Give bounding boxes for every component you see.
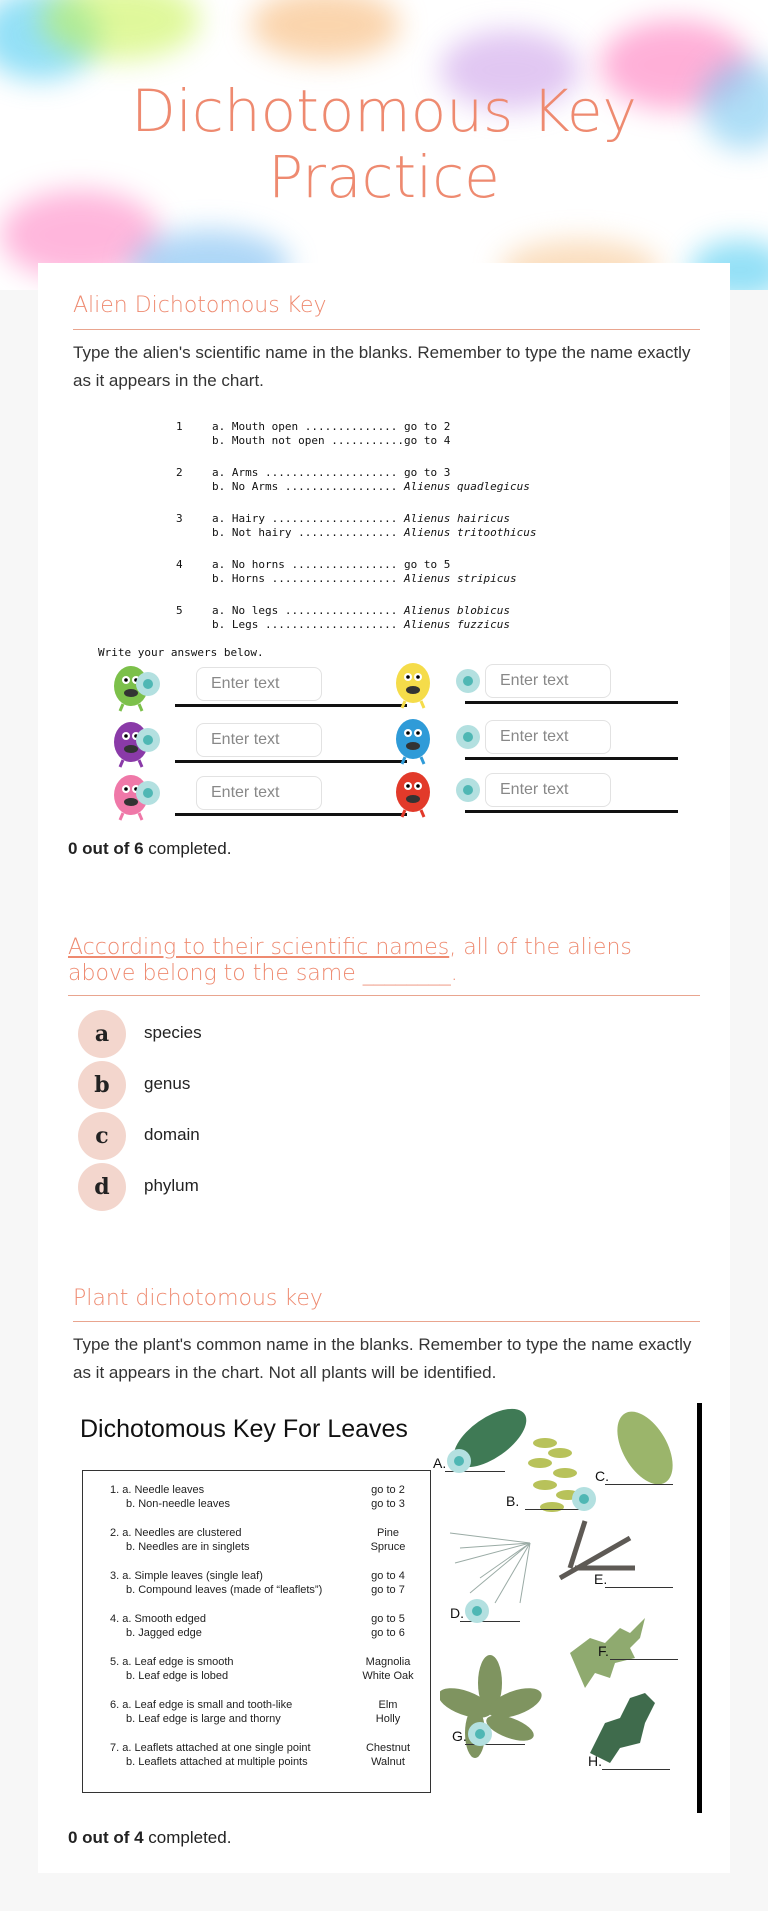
key-result-a: go to 5 xyxy=(404,558,451,571)
answer-marker-icon xyxy=(456,725,480,749)
instructions: Type the plant's common name in the blanks. Remember to type the name exactly as it appears in the chart. Not all plants will be identified. xyxy=(73,1335,692,1382)
leaf-key-result-b: go to 6 xyxy=(371,1627,405,1639)
leaf-label-d: D. xyxy=(450,1605,464,1621)
option-letter-badge: b xyxy=(78,1061,126,1109)
option-letter-badge: c xyxy=(78,1112,126,1160)
leaf-answer-line xyxy=(602,1769,670,1770)
option-label: genus xyxy=(144,1074,191,1093)
pine-needles xyxy=(450,1533,530,1603)
elm-leaf xyxy=(606,1403,684,1494)
leaf-answer-line xyxy=(610,1659,678,1660)
leaf-key-result-a: Elm xyxy=(378,1699,398,1711)
leaf-label-f: F. xyxy=(598,1643,609,1659)
leaf-key-result-b: go to 7 xyxy=(371,1584,405,1596)
option-d[interactable] xyxy=(78,1163,678,1211)
key-option-b: b. Not hairy ............... xyxy=(212,526,398,539)
leaf-key-option-a: 7. a. Leaflets attached at one single point xyxy=(110,1742,311,1754)
key-step-number: 2 xyxy=(176,466,183,479)
key-result-b: Alienus tritoothicus xyxy=(404,526,537,539)
answer-underline xyxy=(465,810,678,813)
key-option-b: b. Mouth not open ........... xyxy=(212,434,405,447)
leaf-answer-hotspot[interactable] xyxy=(572,1487,596,1511)
key-step-number: 4 xyxy=(176,558,183,571)
key-step-number: 1 xyxy=(176,420,183,433)
alien-answer-input[interactable]: Enter text xyxy=(196,723,322,757)
leaf-key-box xyxy=(82,1470,431,1793)
leaf-label-g: G. xyxy=(452,1728,467,1744)
key-option-a: a. No legs ................. xyxy=(212,604,398,617)
leaf-key-title: Dichotomous Key For Leaves xyxy=(80,1415,408,1443)
leaf-key-result-a: Pine xyxy=(376,1527,400,1539)
leaf-key-result-a: Magnolia xyxy=(365,1656,411,1668)
title-line-2: Practice xyxy=(268,143,500,211)
leaf-key-option-a: 3. a. Simple leaves (single leaf) xyxy=(110,1570,263,1582)
section-title-plant: Plant dichotomous key xyxy=(73,1286,323,1311)
red-alien-image xyxy=(390,764,436,818)
alien-answer-input[interactable]: Enter text xyxy=(196,667,322,701)
page-title xyxy=(0,78,768,210)
leaf-key-result-a: Chestnut xyxy=(365,1742,411,1754)
completed-text: completed. xyxy=(143,839,232,858)
blue-alien-image xyxy=(390,711,436,765)
divider xyxy=(68,995,700,996)
leaf-key-image xyxy=(70,1403,700,1821)
spruce-branch xyxy=(560,1521,635,1578)
alien-answer-input[interactable]: Enter text xyxy=(485,773,611,807)
key-result-a: go to 2 xyxy=(404,420,451,433)
option-label: species xyxy=(144,1023,202,1042)
leaf-key-result-a: go to 4 xyxy=(371,1570,405,1582)
leaf-key-result-b: White Oak xyxy=(362,1670,414,1682)
title-line-1: Dichotomous Key xyxy=(131,77,637,145)
divider xyxy=(73,329,700,330)
answer-underline xyxy=(175,813,407,816)
leaf-answer-hotspot[interactable] xyxy=(468,1722,492,1746)
leaf-key-result-b: Holly xyxy=(375,1713,401,1725)
option-a[interactable] xyxy=(78,1010,678,1058)
leaf-answer-hotspot[interactable] xyxy=(465,1599,489,1623)
option-b[interactable] xyxy=(78,1061,678,1109)
key-result-b: Alienus stripicus xyxy=(404,572,517,585)
question-text: , all of the aliens above belong to the same ________. xyxy=(68,935,632,986)
leaf-key-option-b: b. Jagged edge xyxy=(126,1627,202,1639)
leaf-key-option-a: 1. a. Needle leaves xyxy=(110,1484,205,1496)
leaf-key-option-a: 4. a. Smooth edged xyxy=(110,1613,207,1625)
key-result-a: Alienus hairicus xyxy=(404,512,510,525)
question-link[interactable]: According to their scientific names xyxy=(68,935,450,960)
leaf-answer-line xyxy=(605,1484,673,1485)
completed-count: 0 out of 4 xyxy=(68,1828,144,1847)
question-title xyxy=(68,935,668,987)
alien-answer-input[interactable]: Enter text xyxy=(485,664,611,698)
key-step-number: 3 xyxy=(176,512,183,525)
key-option-a: a. No horns ................ xyxy=(212,558,398,571)
leaf-key-option-b: b. Leaflets attached at multiple points xyxy=(126,1756,308,1768)
alien-answer-input[interactable]: Enter text xyxy=(196,776,322,810)
instructions: Type the alien's scientific name in the blanks. Remember to type the name exactly as it appears in the chart. xyxy=(73,343,691,390)
key-option-a: a. Mouth open .............. xyxy=(212,420,398,433)
leaf-key-option-a: 5. a. Leaf edge is smooth xyxy=(110,1656,234,1668)
leaf-answer-hotspot[interactable] xyxy=(447,1449,471,1473)
key-option-b: b. Horns ................... xyxy=(212,572,398,585)
key-result-a: go to 3 xyxy=(404,466,451,479)
answer-underline xyxy=(465,701,678,704)
answer-marker-icon xyxy=(456,778,480,802)
leaf-key-result-b: Spruce xyxy=(370,1541,406,1553)
answer-underline xyxy=(175,704,407,707)
leaf-answer-line xyxy=(525,1509,585,1510)
leaf-key-option-a: 2. a. Needles are clustered xyxy=(110,1527,242,1539)
border-bar xyxy=(697,1403,702,1813)
answer-marker-icon xyxy=(456,669,480,693)
key-result-b: go to 4 xyxy=(404,434,451,447)
leaf-key-result-b: go to 3 xyxy=(371,1498,405,1510)
answer-marker-icon xyxy=(136,672,160,696)
key-result-a: Alienus blobicus xyxy=(404,604,510,617)
completed-count: 0 out of 6 xyxy=(68,839,144,858)
leaf-answer-line xyxy=(605,1587,673,1588)
leaf-key-option-a: 6. a. Leaf edge is small and tooth-like xyxy=(110,1699,293,1711)
answer-marker-icon xyxy=(136,781,160,805)
section-title-alien: Alien Dichotomous Key xyxy=(73,293,327,318)
completion-status xyxy=(68,839,231,859)
alien-answer-input[interactable]: Enter text xyxy=(485,720,611,754)
option-c[interactable] xyxy=(78,1112,678,1160)
key-option-a: a. Arms .................... xyxy=(212,466,398,479)
key-option-a: a. Hairy ................... xyxy=(212,512,398,525)
key-option-b: b. Legs .................... xyxy=(212,618,398,631)
key-result-b: Alienus fuzzicus xyxy=(404,618,510,631)
completion-status-plant xyxy=(68,1828,231,1848)
option-label: domain xyxy=(144,1125,200,1144)
leaf-key-result-a: go to 2 xyxy=(371,1484,405,1496)
yellow-alien-image xyxy=(390,655,436,709)
option-letter-badge: a xyxy=(78,1010,126,1058)
leaf-label-a: A. xyxy=(433,1455,447,1471)
leaf-key-option-b: b. Non-needle leaves xyxy=(126,1498,230,1510)
header-banner xyxy=(0,0,768,290)
key-option-b: b. No Arms ................. xyxy=(212,480,398,493)
option-letter-badge: d xyxy=(78,1163,126,1211)
leaf-key-option-b: b. Leaf edge is lobed xyxy=(126,1670,229,1682)
leaf-key-option-b: b. Needles are in singlets xyxy=(126,1541,250,1553)
worksheet-card xyxy=(38,263,730,1873)
answers-prompt: Write your answers below. xyxy=(98,646,264,659)
leaf-key-option-b: b. Leaf edge is large and thorny xyxy=(126,1713,281,1725)
answer-marker-icon xyxy=(136,728,160,752)
completed-text: completed. xyxy=(143,1828,232,1847)
leaf-label-b: B. xyxy=(506,1493,520,1509)
key-step-number: 5 xyxy=(176,604,183,617)
divider xyxy=(73,1321,700,1322)
leaf-key-result-b: Walnut xyxy=(371,1756,405,1768)
answer-underline xyxy=(465,757,678,760)
leaf-key-result-a: go to 5 xyxy=(371,1613,405,1625)
leaf-label-h: H. xyxy=(588,1753,602,1769)
leaf-label-e: E. xyxy=(594,1571,608,1587)
leaf-key-option-b: b. Compound leaves (made of “leaflets”) xyxy=(126,1584,323,1596)
option-label: phylum xyxy=(144,1176,199,1195)
key-result-b: Alienus quadlegicus xyxy=(404,480,530,493)
leaf-answer-line xyxy=(460,1621,520,1622)
leaf-label-c: C. xyxy=(595,1468,609,1484)
answer-underline xyxy=(175,760,407,763)
